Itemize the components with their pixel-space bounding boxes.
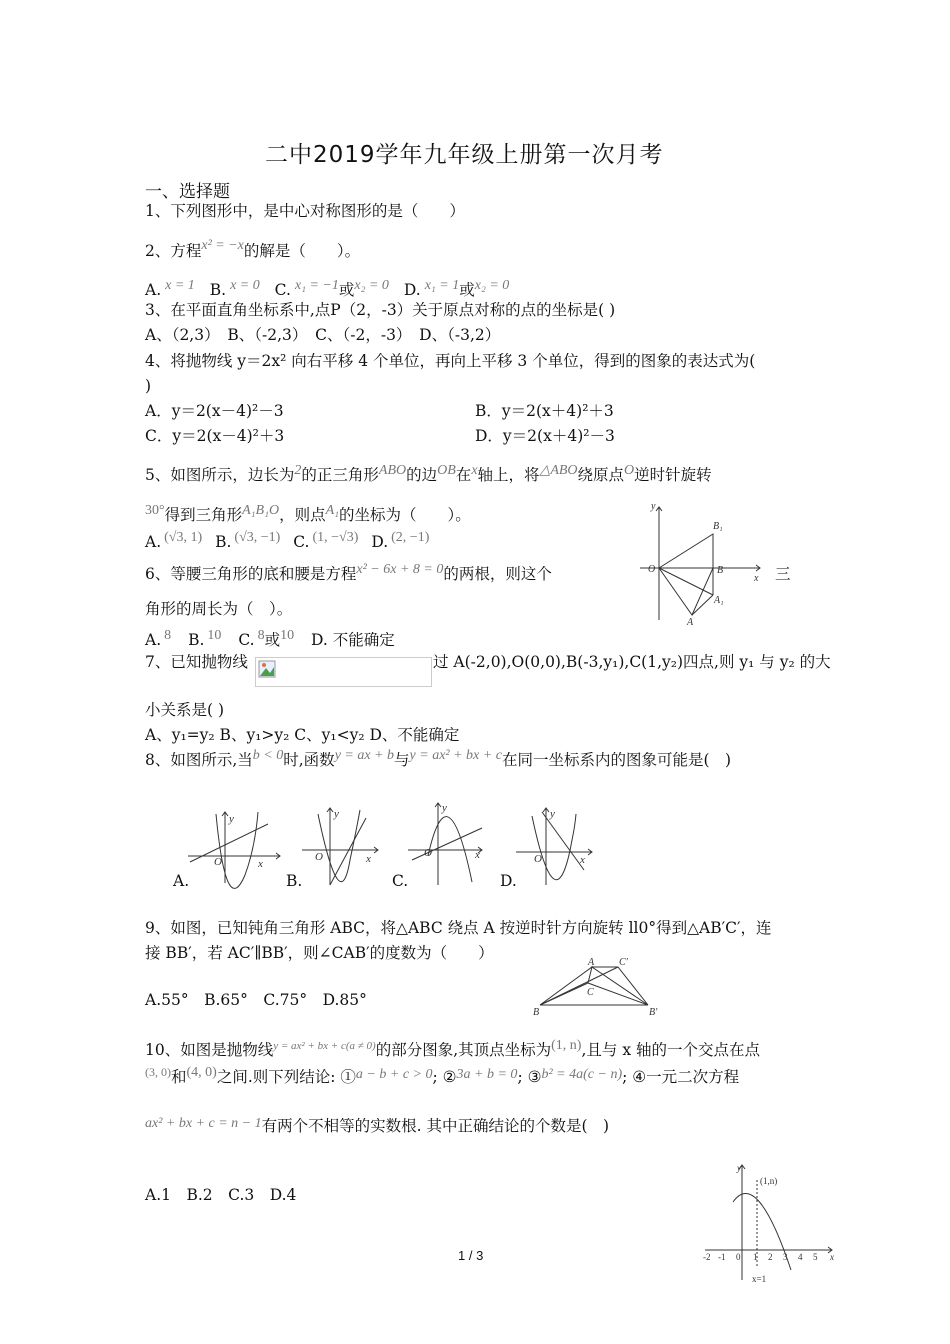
question-2: 2、方程x² = −x的解是（ ）。 bbox=[145, 238, 361, 260]
question-3: 3、在平面直角坐标系中,点P（2，-3）关于原点对称的点的坐标是( ) bbox=[145, 301, 616, 319]
fig10-vertex-label: (1,n) bbox=[760, 1176, 778, 1186]
question-7: 7、已知抛物线 bbox=[145, 653, 248, 671]
fig9-label-c2: C′ bbox=[619, 957, 628, 968]
triangle-ab2c2 bbox=[592, 967, 648, 1005]
broken-image-icon bbox=[257, 659, 279, 681]
question-4: 4、将抛物线 y＝2x² 向右平移 4 个单位，再向上平移 3 个单位，得到的图象的表达式为( bbox=[145, 352, 756, 370]
q8-label-c: C. bbox=[392, 872, 409, 890]
fig10-tick: 0 bbox=[736, 1252, 741, 1262]
fig10-label-y: y bbox=[737, 1163, 741, 1173]
question-5-options: A. (√3, 1) B. (√3, −1) C. (1, −√3) D. (2, −1) bbox=[145, 530, 430, 551]
broken-image-placeholder bbox=[255, 657, 432, 687]
q4-option-c: C．y＝2(x－4)²＋3 bbox=[145, 427, 285, 445]
question-4-cont: ) bbox=[145, 377, 152, 395]
fig8-a-x: x bbox=[258, 858, 263, 870]
graph-a bbox=[188, 812, 280, 888]
fig9-label-b2: B′ bbox=[649, 1007, 658, 1018]
triangle-abc bbox=[540, 967, 592, 1005]
question-1: 1、下列图形中，是中心对称图形的是（ ） bbox=[145, 202, 465, 220]
question-7-options: A、y₁=y₂ B、y₁>y₂ C、y₁<y₂ D、不能确定 bbox=[145, 726, 460, 744]
fig8-b-x: x bbox=[366, 853, 371, 865]
q10-figure bbox=[700, 1160, 840, 1288]
question-9-line2: 接 BB′，若 AC′∥BB′，则∠CAB′的度数为（ ） bbox=[145, 944, 494, 962]
fig8-a-y: y bbox=[229, 813, 234, 825]
graph-c bbox=[408, 803, 482, 885]
fig10-tick: 1 bbox=[753, 1252, 758, 1262]
question-9-options: A.55° B.65° C.75° D.85° bbox=[145, 991, 367, 1009]
fig8-d-o: O bbox=[534, 853, 542, 865]
question-10-line2: $^{(3, 0)}$和(4, 0)之间.则下列结论: ①a − b + c > 0; ②3a + b = 0; ③b² = 4a(c − n); ④一元二次方程 bbox=[145, 1065, 740, 1086]
fig10-tick: 5 bbox=[813, 1252, 818, 1262]
fig10-tick: 4 bbox=[798, 1252, 803, 1262]
triangle-a1b1o bbox=[659, 534, 713, 568]
fig5-label-x: x bbox=[754, 573, 759, 584]
fig9-label-b: B bbox=[533, 1007, 540, 1018]
fig10-tick: -2 bbox=[703, 1252, 711, 1262]
q8-label-d: D. bbox=[500, 872, 517, 890]
page-number: 1 / 3 bbox=[458, 1248, 484, 1263]
question-10: 10、如图是抛物线$^{y = ax^2 + bx + c(a \ne 0)}$的部分图象,其顶点坐标为(1, n),且与 x 轴的一个交点在点 bbox=[145, 1038, 760, 1059]
question-3-options: A、（2,3） B、（-2,3） C、（-2，-3） D、（-3,2） bbox=[145, 326, 501, 344]
fig5-label-a1: A₁ bbox=[714, 595, 724, 606]
fig10-label-x: x bbox=[830, 1252, 834, 1262]
fig5-label-o: O bbox=[648, 564, 656, 575]
question-9: 9、如图，已知钝角三角形 ABC，将△ABC 绕点 A 按逆时针方向旋转 ll0°得到△AB′C′，连 bbox=[145, 919, 772, 937]
fig8-b-y: y bbox=[334, 808, 339, 820]
question-6-line2: 角形的周长为（ ）。 bbox=[145, 600, 293, 618]
fig8-d-x: x bbox=[580, 854, 585, 866]
q8-label-a: A. bbox=[173, 872, 190, 890]
fig8-c-x: x bbox=[475, 849, 480, 861]
fig10-tick: 2 bbox=[768, 1252, 773, 1262]
question-6-tail: 三 bbox=[775, 565, 791, 583]
q8-label-b: B. bbox=[286, 872, 303, 890]
fig5-label-y: y bbox=[651, 501, 656, 512]
question-7-line2: 小关系是( ) bbox=[145, 701, 225, 719]
question-6-options: A. 8 B. 10 C. 8或10 D. 不能确定 bbox=[145, 628, 395, 649]
question-6: 6、等腰三角形的底和腰是方程x² − 6x + 8 = 0的两根，则这个 bbox=[145, 562, 552, 583]
question-2-options: A. x = 1 B. x = 0 C. x₁ = −1或x₂ = 0 D. x₁ = 1或x₂ = 0 bbox=[145, 278, 510, 299]
fig8-c-o: O bbox=[424, 847, 432, 859]
question-10-line3: ax² + bx + c = n − 1有两个不相等的实数根. 其中正确结论的个数是( ) bbox=[145, 1116, 610, 1135]
fig9-label-a: A bbox=[588, 957, 595, 968]
question-5-line2: 30°得到三角形A₁B₁O，则点A₁的坐标为（ ）。 bbox=[145, 503, 471, 524]
question-10-options: A.1 B.2 C.3 D.4 bbox=[145, 1186, 297, 1204]
q4-option-d: D．y＝2(x＋4)²－3 bbox=[475, 427, 615, 445]
fig10-axis-label: x=1 bbox=[752, 1274, 767, 1284]
fig5-label-b1: B₁ bbox=[713, 521, 723, 532]
fig9-label-c: C bbox=[587, 987, 594, 998]
fig8-a-o: O bbox=[214, 856, 222, 868]
q4-option-a: A．y＝2(x－4)²－3 bbox=[145, 402, 284, 420]
graph-b bbox=[302, 808, 378, 885]
fig8-b-o: O bbox=[315, 851, 323, 863]
section-heading: 一、选择题 bbox=[145, 182, 230, 202]
fig8-d-y: y bbox=[550, 808, 555, 820]
q5-figure bbox=[630, 495, 770, 630]
fig10-tick: -1 bbox=[718, 1252, 726, 1262]
fig5-label-b: B bbox=[717, 565, 724, 576]
fig5-label-a: A bbox=[687, 617, 694, 628]
page-title: 二中2019学年九年级上册第一次月考 bbox=[265, 142, 664, 168]
q4-option-b: B．y＝2(x＋4)²＋3 bbox=[475, 402, 614, 420]
fig8-c-y: y bbox=[442, 802, 447, 814]
question-8: 8、如图所示,当b < 0时,函数y = ax + b与y = ax² + bx + c在同一坐标系内的图象可能是( ) bbox=[145, 748, 732, 769]
question-5: 5、如图所示，边长为2的正三角形ABO的边OB在x轴上，将△ABO绕原点O逆时针旋转 bbox=[145, 463, 712, 484]
fig10-tick: 3 bbox=[783, 1252, 788, 1262]
q9-figure bbox=[530, 955, 670, 1020]
question-7-cont: 过 A(-2,0),O(0,0),B(-3,y₁),C(1,y₂)四点,则 y₁ 与 y₂ 的大 bbox=[433, 653, 831, 671]
